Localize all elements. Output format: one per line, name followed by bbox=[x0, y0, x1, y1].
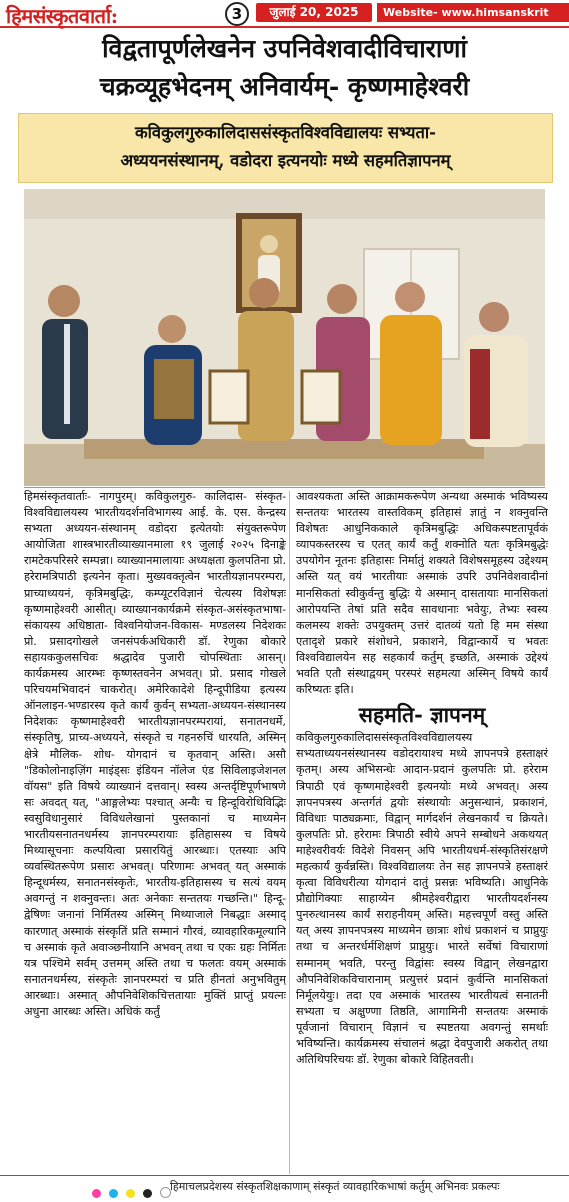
article-column-left bbox=[24, 489, 286, 1174]
person-6-saree-border bbox=[470, 349, 490, 439]
newspaper-brand: हिमसंस्कृतवार्ता: bbox=[6, 4, 118, 28]
person-2-head bbox=[158, 315, 186, 343]
news-photo bbox=[24, 189, 545, 486]
article-body-left: हिमसंस्कृतवार्ताः- नागपुरम्। कविकुलगुरु- कालिदास- संस्कृत- विश्वविद्यालयस्य भारतीयदर्शनविभागस्य आई. के. एस. केन्द्रस्य सभ्यता अध्ययन-संस्थानम् वडोदरा इत्येतयोः संयुक्तरूपेण आयोजिता शास्त्रभारतीव्याख्यानमाला १९ जुलाई २०२५ दिनाङ्के रामटेकपरिसरे सम्पन्ना। व्याख्यानमालायाः अध्यक्षता कुलपतिना प्रो. हरेरामत्रिपाठी इत्यनेन कृता। मुख्यवक्तृत्वेन भारतीयज्ञानपरम्परा, प्राच्याध्ययनं, कृत्रिमबुद्धिः, कम्प्यूटरविज्ञानं चेत्यस्य विशेषज्ञः कृष्णमाहेश्वरी आसीत्। व्याख्यानकार्यक्रमे संस्कृत-असंस्कृतभाषा- संकायस्य अधिष्ठाता- विश्वनियोजन-विकास- मण्डलस्य निदेशकः प्रो. प्रसादगोखले जनसंपर्कअधिकारी डॉ. रेणुका बोकारे सहायककुलसचिवः श्रद्धादेव पुजारी चोपस्थिताः आसन्। कार्यक्रमस्य आरम्भः कृष्णस्तवनेन अभवत्। प्रो. प्रसाद गोखले परिचयमभिवादनं चाकरोत्। अमेरिकादेशे हिन्दूपीडिया इत्यस्य ऑनलाइन-भण्डारस्य कृते कार्यं कुर्वन् सभ्यता-अध्ययन-संस्थानस्य निदेशकः कृष्णमाहेश्वरी भारतीयज्ञानपरम्परायां, सनातनधर्मे, संस्कृतिषु, प्राच्य-अध्ययने, संस्कृते च गहनरुचिं धारयति, अस्मिन् क्षेत्रे मौलिक- शोध- योगदानं च कृतवान् अस्ति। असौ "डिकोलोनाइज़िंग माइंड्सः इंडियन नॉलेज एंड सिविलाइजेशनल वॉयस" इति विषये व्याख्यानं दत्तवान्। स्वस्य अन्तर्दृष्टिपूर्णभाषणे सः अवदत् यत्, "आङ्गलेभ्यः पश्चात् अन्यैः च हिन्दूविरोधिविद्भिः स्वसुविधानुसारं विविधलेखानां पुस्तकानां च माध्यमेन भारतीयसनातनधर्मस्य ज्ञानपरम्परायाः इतिहासस्य च विषये मिथ्यासूचनाः कल्पयित्वा प्रसारयितुं आरब्धाः। एतस्याः अपि व्यवस्थितरूपेण प्रसारः अभवत्। परिणामः अभवत् यत् अस्माकं हिन्दूधर्मस्य, सनातनसंस्कृतेः, भारतीय-इतिहासस्य च सत्यं वयम् अवगन्तुं न शक्नुवन्तः। अतः अनेकाः सन्ततयः गच्छन्ति।" हिन्दू-द्वेषिणः जनानां निर्मितस्य अस्मिन् मिथ्याजाले निबद्धाः अस्माद् कारणात् अस्माकं संस्कृतिं प्रति सम्मानं गौरवं, व्यावहारिकमूल्यानि च अस्माकं कृते अवाञ्छनीयानि अभवन् तथा च एकः ग्रहः निर्मितः यत्र पश्चिमे सर्वम् उत्तमम् अस्ति तथा च फलतः वयम् अस्माकं सनातनधर्मस्य, संस्कृतेः ज्ञानपरम्परां च प्रति हीनतां अनुभवितुम् आरब्धाः। अस्मात् औपनिवेशिकचित्ततायाः मुक्तिं प्राप्तुं प्रयत्नः अधुना आरब्धः अस्ति। अधिकं कर्तुं bbox=[24, 490, 286, 1018]
mou-ceremony-photo bbox=[24, 189, 545, 486]
issue-date: जुलाई 20, 2025 bbox=[256, 3, 372, 22]
footer-tagline: हिमाचलप्रदेशस्य संस्कृतशिक्षकाणाम् संस्कृतं व्यावहारिकभाषां कर्तुम् अभिनवः प्रकल्पः bbox=[170, 1180, 500, 1193]
person-2-saree-pattern bbox=[154, 359, 194, 419]
article-body-right-2: कविकुलगुरुकालिदाससंस्कृतविश्वविद्यालयस्य सभ्यताध्ययनसंस्थानस्य वडोदरायाश्च मध्ये ज्ञापनपत्रे हस्ताक्षरं कृतम्। अस्य अभिसन्धेः आदान-प्रदानं कुलपतिः प्रो. हरेराम त्रिपाठी एवं कृष्णमाहेश्वरी इत्यनयोः मध्ये अभवत्। अस्य ज्ञापनपत्रस्य अन्तर्गतं द्वयोः संस्थायोः अनुसन्धानं, प्रकाशनं, विविधाः पाठ्यक्रमाः, विद्वान् मार्गदर्शनं लेखनकार्यं च क्रियते। कुलपतिः प्रो. हरेरामः त्रिपाठी स्वीये अपने सम्बोधने अकथयत् माहेश्वरीवर्यः विदेशे निवसन् अपि भारतीयधर्म-संस्कृतिसंरक्षणे महत्कार्यं कुर्वन्नस्ति। विश्वविद्यालयः तेन सह ज्ञापनपत्रे हस्ताक्षरं कृत्वा विविधरीत्या योगदानं दातुं प्रसन्नः भविष्यति। आधुनिके प्रौद्योगिक्याः साहाय्येन श्रीमहेश्वरीद्वारा भारतीयदर्शनस्य पुनरुत्थानस्य कार्यं सराहनीयम् अस्ति। महत्त्वपूर्णं वस्तु अस्ति यत् अस्य ज्ञापनपत्रस्य माध्यमेन छात्राः शोधं प्रकाशनं च प्राप्नुयुः तथा च अन्तरर्धर्मशिक्षणं प्राप्नुयुः। भारते सर्वेषां विचाराणां सम्मानम् भवति, परन्तु विद्वांसः स्वस्य विद्वान् लेखनद्वारा औपनिवेशिकविचारानाम् प्रत्युत्तरं प्रदानं कुर्वन्ति मानसिकतां निर्मूलयेयुः। तदा एव अस्माकं भारतस्य भारतीयत्वं सनातनी सभ्यता च अक्षुण्णा तिष्ठति, आगामिनी सन्ततयः अस्माकं पूर्वजानां विचारान् विज्ञानं च स्पष्टतया अवगन्तुं समर्थाः भविष्यन्ति। कार्यक्रमस्य संचालनं श्रद्धा देवपुजारी अकरोत् तथा अतिथिपरिचयः डॉ. रेणुका बोकारे विहितवती। bbox=[296, 731, 548, 1067]
article-body-right-1: आवश्यकता अस्ति आक्रामकरूपेण अन्यथा अस्माकं भविष्यस्य सन्ततयः भारतस्य वास्तविकम् इतिहासं ज्ञातुं न शक्नुवन्ति विशेषतः आधुनिककाले कृत्रिमबुद्धिः अधिकस्पष्टतापूर्वकं व्यापकस्तरस्य च एतत् कार्यं कर्तुं शक्नोति यतः कृत्रिमबुद्धेः उपयोगेन नूतनः इतिहासः निर्मातुं शक्यते विशेषसमूहस्य उद्देश्यम् अस्ति यत् वयं भारतीयाः अस्माकं उपरि उपनिवेशवादीनां मानसिकतां स्वीकुर्वन्तु बुद्धिः ये अस्मान् दासतायाः मानसिकतां आरोपयन्ति तेषां प्रति सदैव सावधानाः भवेयुः, तेभ्यः स्वस्य कलमस्य शक्तेः उपयुक्तम् उत्तरं दातव्यं यतो हि मम संस्था एतादृशे प्रकारे संशोधने, प्रकाशने, विद्वान्कार्ये च भवतः विश्वविद्यालयेन सह सहकार्यं कर्तुम् इच्छति, अस्माकं उद्देश्यं भवति एतौ संस्थाद्वयम् परस्परं सहमत्या अस्मिन् विषये कार्यं करिष्यतः इति। bbox=[296, 490, 548, 697]
headline bbox=[0, 30, 569, 106]
registration-dot-cyan bbox=[109, 1189, 118, 1198]
article-column-right bbox=[296, 489, 548, 1174]
headline-line-1: विद्वतापूर्णलेखनेन उपनिवेशवादीविचाराणां bbox=[102, 34, 467, 63]
subheadline bbox=[19, 114, 552, 175]
masthead bbox=[0, 0, 569, 28]
certificate-right bbox=[302, 371, 340, 423]
person-1-shirt bbox=[64, 324, 70, 424]
portrait-figure-head bbox=[260, 235, 278, 253]
person-5-head bbox=[395, 282, 425, 312]
registration-dot-yellow bbox=[126, 1189, 135, 1198]
photo-rule bbox=[24, 487, 545, 488]
subheadline-line-2: अध्ययनसंस्थानम्, वडोदरा इत्यनयोः मध्ये सहमतिज्ञापनम् bbox=[120, 151, 451, 170]
subheadline-box bbox=[18, 113, 553, 183]
website-label: Website- www.himsanskrit bbox=[377, 3, 569, 22]
person-1-head bbox=[48, 285, 80, 317]
column-divider bbox=[289, 491, 290, 1174]
headline-line-2: चक्रव्यूहभेदनम् अनिवार्यम्- कृष्णमाहेश्वरी bbox=[99, 72, 470, 101]
person-6-head bbox=[479, 302, 509, 332]
registration-dot-black bbox=[143, 1189, 152, 1198]
page-number-badge: 3 bbox=[225, 2, 249, 26]
person-5-kurta bbox=[380, 315, 442, 445]
color-registration-dots bbox=[92, 1183, 174, 1202]
footer-strip bbox=[0, 1175, 569, 1201]
section-heading: सहमति- ज्ञापनम् bbox=[358, 702, 486, 728]
subheadline-line-1: कविकुलगुरुकालिदाससंस्कृतविश्वविद्यालयः सभ्यता- bbox=[134, 123, 437, 142]
registration-dot-magenta bbox=[92, 1189, 101, 1198]
certificate-left bbox=[210, 371, 248, 423]
person-4-head bbox=[327, 284, 357, 314]
person-3-head bbox=[249, 278, 279, 308]
